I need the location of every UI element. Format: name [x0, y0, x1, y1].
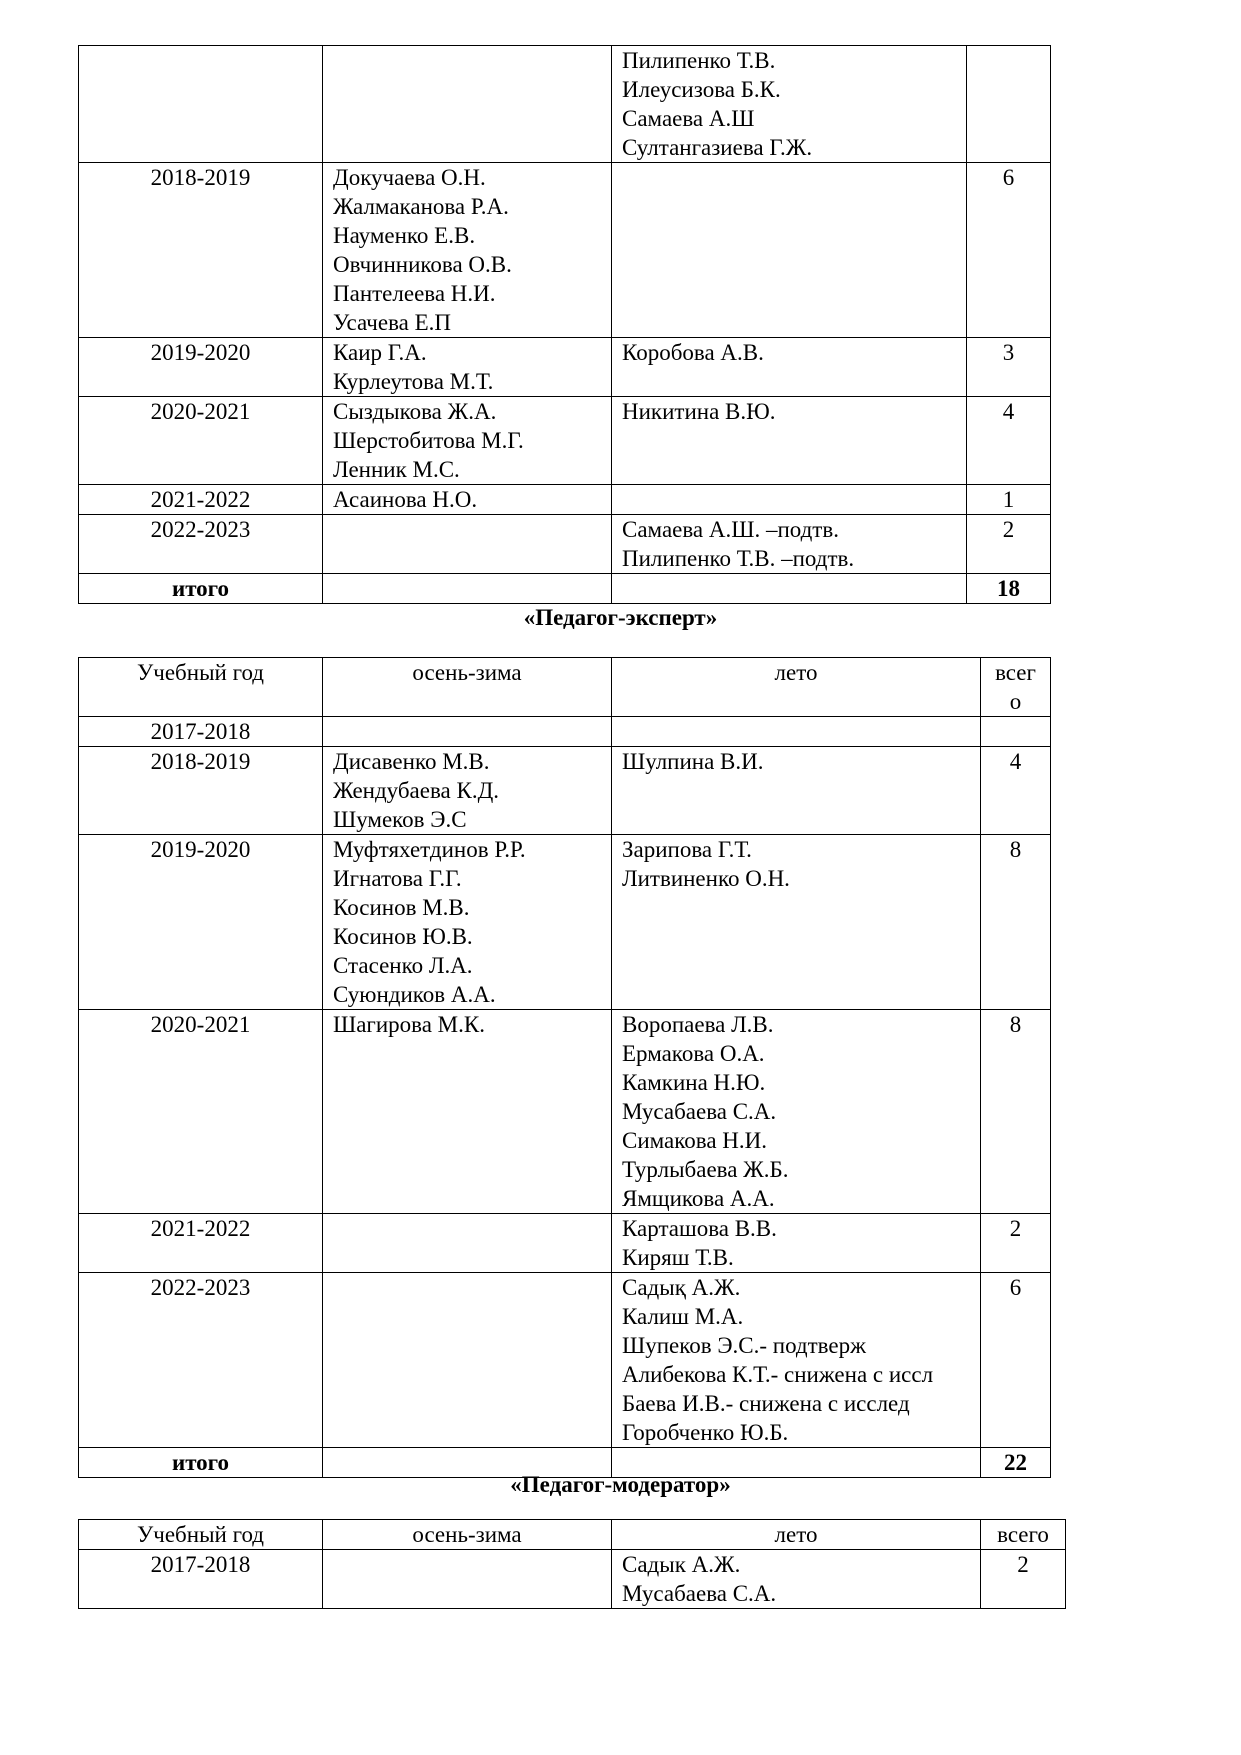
name-line: Шагирова М.К.	[333, 1012, 485, 1037]
table-row	[79, 1214, 1051, 1273]
name-line: Муфтяхетдинов Р.Р.	[333, 837, 526, 862]
total-cell: 8	[981, 835, 1051, 1010]
year-cell: 2017-2018	[79, 1550, 323, 1609]
name-line: Зарипова Г.Т.	[622, 837, 752, 862]
name-line: Пилипенко Т.В. –подтв.	[622, 546, 855, 571]
year-cell: 2019-2020	[79, 835, 323, 1010]
name-line: Карташова В.В.	[622, 1216, 777, 1241]
name-line: Садык А.Ж.	[622, 1552, 741, 1577]
autumn-winter-cell	[323, 485, 612, 515]
name-line: Мусабаева С.А.	[622, 1099, 777, 1124]
name-line: Стасенко Л.А.	[333, 953, 473, 978]
table-row	[79, 46, 1051, 163]
year-cell: 2022-2023	[79, 515, 323, 574]
summer-cell	[612, 1214, 981, 1273]
year-cell: 2021-2022	[79, 1214, 323, 1273]
name-line: Овчинникова О.В.	[333, 252, 512, 277]
name-line: Жендубаева К.Д.	[333, 778, 500, 803]
name-line: Коробова А.В.	[622, 340, 764, 365]
autumn-winter-cell	[323, 747, 612, 835]
name-line: Сыздыкова Ж.А.	[333, 399, 497, 424]
year-cell: 2020-2021	[79, 1010, 323, 1214]
name-line: Докучаева О.Н.	[333, 165, 486, 190]
header-year: Учебный год	[79, 1520, 323, 1550]
name-line: Дисавенко М.В.	[333, 749, 490, 774]
year-cell: 2017-2018	[79, 717, 323, 747]
name-line: Камкина Н.Ю.	[622, 1070, 766, 1095]
summer-cell	[612, 1010, 981, 1214]
total-cell: 6	[981, 1273, 1051, 1448]
summer-cell	[612, 515, 967, 574]
name-line: Литвиненко О.Н.	[622, 866, 790, 891]
name-line: Косинов Ю.В.	[333, 924, 473, 949]
name-line: Жалмаканова Р.А.	[333, 194, 509, 219]
name-line: Пантелеева Н.И.	[333, 281, 496, 306]
summer-cell	[612, 46, 967, 163]
table-body	[79, 46, 1051, 574]
name-line: Пилипенко Т.В.	[622, 48, 776, 73]
year-cell: 2020-2021	[79, 397, 323, 485]
total-row	[79, 574, 1051, 604]
name-line: Шулпина В.И.	[622, 749, 764, 774]
total-cell	[981, 717, 1051, 747]
name-line: Киряш Т.В.	[622, 1245, 734, 1270]
table-row	[79, 515, 1051, 574]
name-line: Калиш М.А.	[622, 1304, 744, 1329]
header-total-line: о	[1009, 689, 1022, 714]
name-line: Горобченко Ю.Б.	[622, 1420, 789, 1445]
name-line: Султангазиева Г.Ж.	[622, 135, 813, 160]
autumn-winter-cell	[323, 1010, 612, 1214]
summer-cell	[612, 747, 981, 835]
table-pedagog-continued	[78, 45, 1051, 604]
header-autumn: осень-зима	[323, 658, 612, 717]
table-row	[79, 1273, 1051, 1448]
total-cell: 1	[967, 485, 1051, 515]
year-cell: 2018-2019	[79, 163, 323, 338]
table-row	[79, 338, 1051, 397]
name-line: Шумеков Э.С	[333, 807, 467, 832]
name-line: Ленник М.С.	[333, 457, 460, 482]
name-line: Асаинова Н.О.	[333, 487, 478, 512]
summer-cell	[612, 338, 967, 397]
total-value: 22	[981, 1448, 1051, 1478]
autumn-winter-cell	[323, 338, 612, 397]
name-line: Суюндиков А.А.	[333, 982, 496, 1007]
header-year: Учебный год	[79, 658, 323, 717]
table-row	[79, 1010, 1051, 1214]
name-line: Садық А.Ж.	[622, 1275, 741, 1300]
table-row	[79, 747, 1051, 835]
table-row	[79, 717, 1051, 747]
name-line: Ямщикова А.А.	[622, 1186, 775, 1211]
total-cell: 8	[981, 1010, 1051, 1214]
total-cell: 4	[967, 397, 1051, 485]
summer-cell	[612, 1273, 981, 1448]
name-line: Никитина В.Ю.	[622, 399, 776, 424]
table-row	[79, 163, 1051, 338]
table-body	[79, 1550, 1066, 1609]
table-row	[79, 397, 1051, 485]
total-cell: 2	[981, 1550, 1066, 1609]
total-value: 18	[967, 574, 1051, 604]
name-line: Баева И.В.- снижена с исслед	[622, 1391, 910, 1416]
total-empty-cell	[323, 574, 612, 604]
total-empty-cell	[612, 574, 967, 604]
autumn-winter-cell	[323, 1214, 612, 1273]
total-cell: 2	[967, 515, 1051, 574]
summer-cell	[612, 835, 981, 1010]
name-line: Алибекова К.Т.- снижена с иссл	[622, 1362, 934, 1387]
table-row	[79, 485, 1051, 515]
summer-cell	[612, 1550, 981, 1609]
name-line: Шупеков Э.С.- подтверж	[622, 1333, 866, 1358]
name-line: Усачева Е.П	[333, 310, 451, 335]
autumn-winter-cell	[323, 397, 612, 485]
table-row	[79, 1550, 1066, 1609]
year-cell: 2021-2022	[79, 485, 323, 515]
header-total	[981, 658, 1051, 717]
header-total-line: всег	[995, 660, 1036, 685]
header-summer: лето	[612, 1520, 981, 1550]
year-cell: 2019-2020	[79, 338, 323, 397]
name-line: Науменко Е.В.	[333, 223, 476, 248]
name-line: Косинов М.В.	[333, 895, 470, 920]
header-autumn: осень-зима	[323, 1520, 612, 1550]
autumn-winter-cell	[323, 1550, 612, 1609]
year-cell: 2022-2023	[79, 1273, 323, 1448]
autumn-winter-cell	[323, 717, 612, 747]
name-line: Курлеутова М.Т.	[333, 369, 494, 394]
autumn-winter-cell	[323, 1273, 612, 1448]
total-label: итого	[79, 574, 323, 604]
name-line: Шерстобитова М.Г.	[333, 428, 524, 453]
name-line: Воропаева Л.В.	[622, 1012, 774, 1037]
section-heading-expert: «Педагог-эксперт»	[523, 605, 718, 630]
table-body	[79, 717, 1051, 1448]
table-pedagog-expert	[78, 657, 1051, 1478]
header-row	[79, 1520, 1066, 1550]
name-line: Симакова Н.И.	[622, 1128, 767, 1153]
summer-cell	[612, 485, 967, 515]
summer-cell	[612, 163, 967, 338]
name-line: Ермакова О.А.	[622, 1041, 765, 1066]
year-cell: 2018-2019	[79, 747, 323, 835]
name-line: Турлыбаева Ж.Б.	[622, 1157, 789, 1182]
autumn-winter-cell	[323, 515, 612, 574]
header-total: всего	[981, 1520, 1066, 1550]
total-label: итого	[79, 1448, 323, 1478]
year-cell	[79, 46, 323, 163]
summer-cell	[612, 397, 967, 485]
name-line: Самаева А.Ш. –подтв.	[622, 517, 839, 542]
total-cell	[967, 46, 1051, 163]
name-line: Игнатова Г.Г.	[333, 866, 462, 891]
table-row	[79, 835, 1051, 1010]
autumn-winter-cell	[323, 835, 612, 1010]
total-cell: 4	[981, 747, 1051, 835]
name-line: Мусабаева С.А.	[622, 1581, 777, 1606]
table-pedagog-moderator	[78, 1519, 1066, 1609]
total-cell: 6	[967, 163, 1051, 338]
header-summer: лето	[612, 658, 981, 717]
name-line: Илеусизова Б.К.	[622, 77, 781, 102]
autumn-winter-cell	[323, 46, 612, 163]
summer-cell	[612, 717, 981, 747]
total-cell: 3	[967, 338, 1051, 397]
total-cell: 2	[981, 1214, 1051, 1273]
name-line: Самаева А.Ш	[622, 106, 755, 131]
name-line: Каир Г.А.	[333, 340, 427, 365]
section-heading-moderator: «Педагог-модератор»	[510, 1472, 731, 1497]
header-row	[79, 658, 1051, 717]
autumn-winter-cell	[323, 163, 612, 338]
